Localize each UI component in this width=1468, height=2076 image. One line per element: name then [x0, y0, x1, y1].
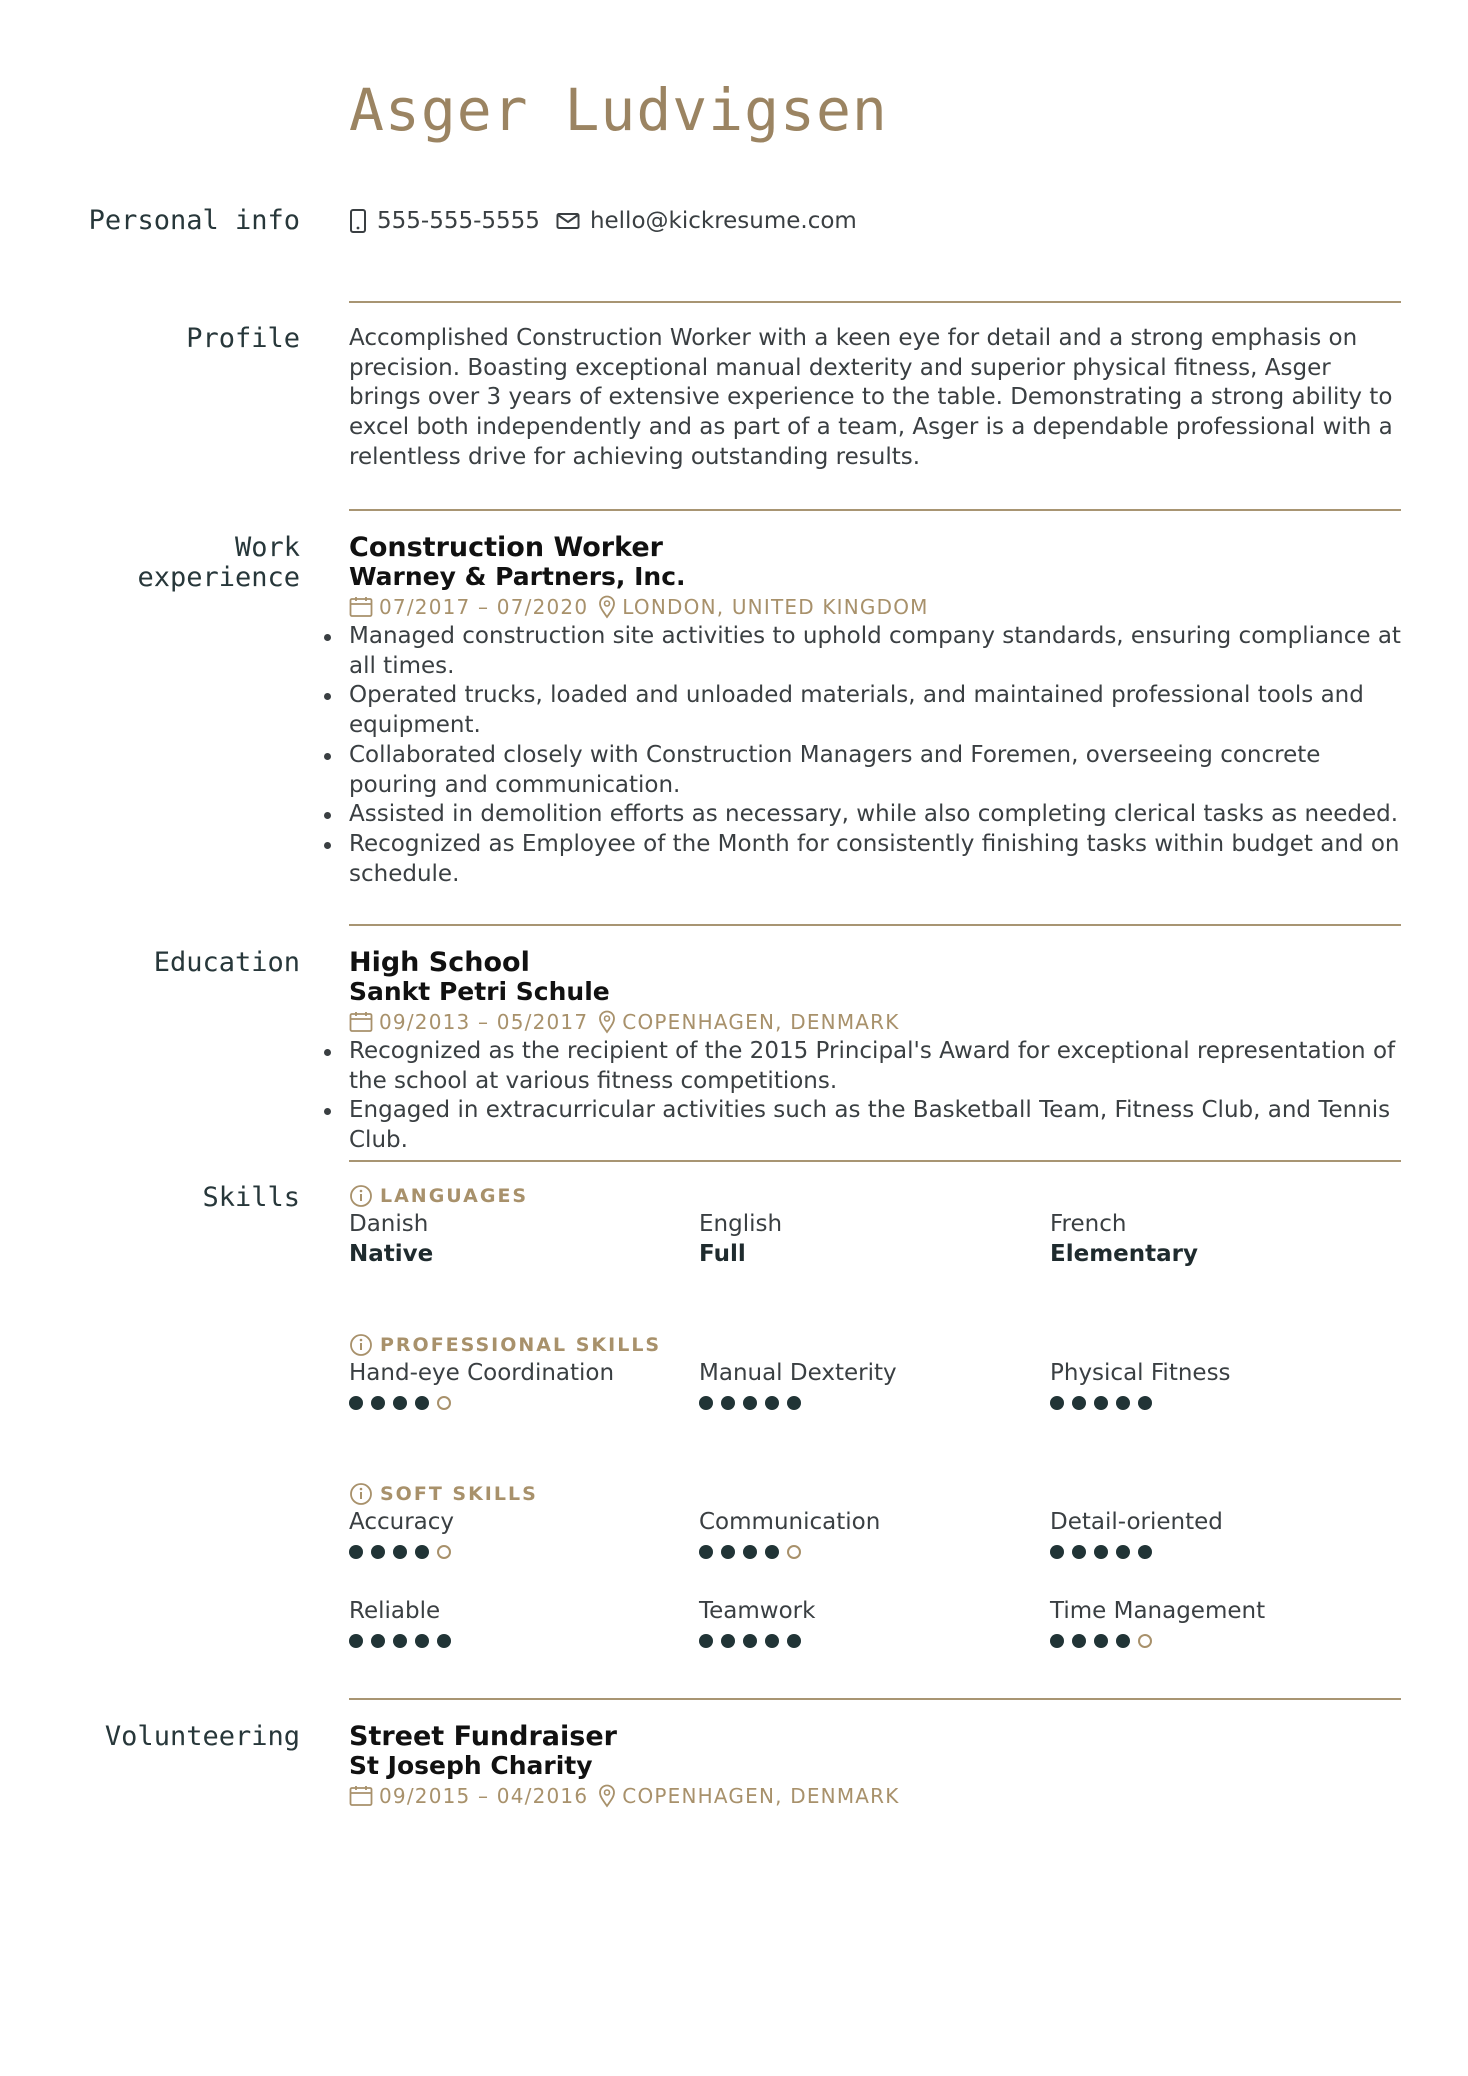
soft-skills-grid: [349, 1507, 1401, 1624]
language-level: Elementary: [1050, 1241, 1198, 1267]
language-level: Full: [699, 1241, 746, 1267]
skill-name: Accuracy: [349, 1509, 455, 1535]
rating-dot-filled: [415, 1634, 429, 1648]
rating-dot-filled: [743, 1634, 757, 1648]
skill-item: [699, 1507, 1029, 1559]
professional-skills-grid: [349, 1358, 1401, 1386]
school-name: Sankt Petri Schule: [349, 977, 610, 1006]
rating-dot-filled: [699, 1396, 713, 1410]
skill-item: [699, 1358, 1029, 1410]
skill-rating: [349, 1634, 679, 1648]
list-item: Collaborated closely with Construction Managers and Foremen, overseeing concrete pouring and communication.: [349, 741, 1401, 800]
skill-rating: [1050, 1396, 1380, 1410]
rating-dot-filled: [1116, 1396, 1130, 1410]
rating-dot-filled: [1050, 1634, 1064, 1648]
job-dates: 07/2017 – 07/2020: [379, 595, 589, 619]
skill-item: [349, 1358, 679, 1410]
skill-rating: [699, 1396, 1029, 1410]
skill-item: [349, 1507, 679, 1559]
personal-info-label: Personal info: [88, 205, 300, 236]
language-item: [699, 1209, 1029, 1269]
organization-name: St Joseph Charity: [349, 1751, 593, 1780]
education-label: Education: [153, 947, 300, 978]
rating-dot-filled: [1116, 1545, 1130, 1559]
language-name: Danish: [349, 1211, 429, 1237]
language-item: [349, 1209, 679, 1269]
education-title: High School: [349, 947, 530, 978]
candidate-name: Asger Ludvigsen: [349, 76, 888, 144]
contact-row: [349, 206, 1401, 236]
professional-skills-heading-text: PROFESSIONAL SKILLS: [380, 1334, 662, 1356]
rating-dot-filled: [721, 1545, 735, 1559]
skill-name: Time Management: [1050, 1598, 1266, 1624]
education-meta: [349, 1007, 1401, 1037]
work-label-line2: experience: [137, 562, 300, 593]
location-pin-icon: [598, 1010, 616, 1034]
rating-dot-filled: [437, 1634, 451, 1648]
volunteer-title: Street Fundraiser: [349, 1721, 617, 1752]
rating-dot-filled: [743, 1396, 757, 1410]
info-icon: [349, 1482, 373, 1506]
profile-label: Profile: [186, 323, 300, 354]
education-location: COPENHAGEN, DENMARK: [622, 1010, 900, 1034]
skill-name: Detail-oriented: [1050, 1509, 1223, 1535]
rating-dot-filled: [415, 1545, 429, 1559]
skill-name: Physical Fitness: [1050, 1360, 1231, 1386]
rating-dot-empty: [787, 1545, 801, 1559]
skill-name: Reliable: [349, 1598, 441, 1624]
skill-rating: [699, 1634, 1029, 1648]
rating-dot-filled: [371, 1396, 385, 1410]
rating-dot-filled: [787, 1396, 801, 1410]
skill-item: [699, 1596, 1029, 1648]
rating-dot-filled: [699, 1634, 713, 1648]
skill-item: [349, 1596, 679, 1648]
language-item: [1050, 1209, 1380, 1269]
skill-rating: [349, 1396, 679, 1410]
rating-dot-filled: [1072, 1545, 1086, 1559]
divider: [349, 301, 1401, 303]
job-location: LONDON, UNITED KINGDOM: [622, 595, 929, 619]
rating-dot-filled: [1138, 1545, 1152, 1559]
volunteer-dates: 09/2015 – 04/2016: [379, 1784, 589, 1808]
rating-dot-filled: [1116, 1634, 1130, 1648]
phone-icon: [349, 208, 367, 234]
rating-dot-filled: [699, 1545, 713, 1559]
rating-dot-filled: [721, 1634, 735, 1648]
rating-dot-filled: [393, 1396, 407, 1410]
rating-dot-filled: [1094, 1545, 1108, 1559]
volunteering-label: Volunteering: [104, 1721, 300, 1752]
skill-item: [1050, 1358, 1380, 1410]
location-pin-icon: [598, 595, 616, 619]
skill-item: [1050, 1507, 1380, 1559]
rating-dot-filled: [1050, 1545, 1064, 1559]
info-icon: [349, 1184, 373, 1208]
work-label-line1: Work: [234, 532, 300, 563]
rating-dot-filled: [393, 1634, 407, 1648]
rating-dot-filled: [371, 1634, 385, 1648]
skill-name: Manual Dexterity: [699, 1360, 897, 1386]
list-item: Recognized as Employee of the Month for consistently finishing tasks within budget and on schedule.: [349, 830, 1401, 889]
languages-heading-text: LANGUAGES: [380, 1185, 529, 1207]
volunteer-location: COPENHAGEN, DENMARK: [622, 1784, 900, 1808]
list-item: Recognized as the recipient of the 2015 Principal's Award for exceptional representation of the school at various fitness competitions.: [349, 1037, 1401, 1096]
language-name: French: [1050, 1211, 1127, 1237]
rating-dot-empty: [1138, 1634, 1152, 1648]
list-item: Operated trucks, loaded and unloaded materials, and maintained professional tools and equipment.: [349, 681, 1401, 740]
languages-grid: [349, 1209, 1401, 1267]
divider: [349, 1160, 1401, 1162]
info-icon: [349, 1333, 373, 1357]
skill-name: Communication: [699, 1509, 881, 1535]
rating-dot-filled: [1094, 1396, 1108, 1410]
rating-dot-filled: [1072, 1396, 1086, 1410]
divider: [349, 509, 1401, 511]
rating-dot-filled: [721, 1396, 735, 1410]
job-title: Construction Worker: [349, 532, 663, 563]
rating-dot-filled: [349, 1396, 363, 1410]
rating-dot-filled: [1094, 1634, 1108, 1648]
mail-icon: [556, 212, 580, 230]
volunteer-meta: [349, 1781, 1401, 1811]
rating-dot-filled: [787, 1634, 801, 1648]
list-item: Engaged in extracurricular activities such as the Basketball Team, Fitness Club, and Tennis Club.: [349, 1096, 1401, 1155]
skill-rating: [1050, 1545, 1380, 1559]
skills-label: Skills: [202, 1182, 300, 1213]
skill-item: [1050, 1596, 1380, 1648]
calendar-icon: [349, 1785, 373, 1807]
rating-dot-filled: [349, 1634, 363, 1648]
phone-number[interactable]: 555-555-5555: [377, 208, 540, 234]
rating-dot-filled: [765, 1634, 779, 1648]
soft-skills-heading-text: SOFT SKILLS: [380, 1483, 538, 1505]
list-item: Assisted in demolition efforts as necessary, while also completing clerical tasks as needed.: [349, 800, 1401, 830]
skill-rating: [349, 1545, 679, 1559]
rating-dot-filled: [743, 1545, 757, 1559]
professional-skills-heading: [349, 1332, 1401, 1358]
rating-dot-filled: [349, 1545, 363, 1559]
list-item: Managed construction site activities to uphold company standards, ensuring compliance at all times.: [349, 622, 1401, 681]
rating-dot-filled: [765, 1545, 779, 1559]
email-address[interactable]: hello@kickresume.com: [589, 208, 857, 234]
rating-dot-filled: [1072, 1634, 1086, 1648]
rating-dot-filled: [415, 1396, 429, 1410]
rating-dot-empty: [437, 1396, 451, 1410]
rating-dot-filled: [393, 1545, 407, 1559]
rating-dot-filled: [1138, 1396, 1152, 1410]
rating-dot-empty: [437, 1545, 451, 1559]
skill-name: Teamwork: [699, 1598, 816, 1624]
skill-rating: [699, 1545, 1029, 1559]
job-meta: [349, 592, 1401, 622]
profile-text: Accomplished Construction Worker with a keen eye for detail and a strong emphasis on precision. Boasting exceptional manual dexterity and superior physical fitness, Asger brings over 3 years of extensive experience to the table. Demonstrating a strong ability to excel both independently and as part of a team, Asger is a dependable professional with a relentless drive for achieving outstanding results.: [349, 325, 1393, 470]
calendar-icon: [349, 596, 373, 618]
education-bullets: [349, 1037, 1401, 1156]
soft-skills-heading: [349, 1481, 1401, 1507]
rating-dot-filled: [765, 1396, 779, 1410]
languages-heading: [349, 1183, 1401, 1209]
skill-rating: [1050, 1634, 1380, 1648]
location-pin-icon: [598, 1784, 616, 1808]
rating-dot-filled: [371, 1545, 385, 1559]
skill-name: Hand-eye Coordination: [349, 1360, 615, 1386]
language-name: English: [699, 1211, 783, 1237]
divider: [349, 1698, 1401, 1700]
company-name: Warney & Partners, Inc.: [349, 562, 686, 591]
work-label: [20, 533, 300, 593]
calendar-icon: [349, 1011, 373, 1033]
language-level: Native: [349, 1241, 434, 1267]
education-dates: 09/2013 – 05/2017: [379, 1010, 589, 1034]
job-bullets: [349, 622, 1401, 889]
rating-dot-filled: [1050, 1396, 1064, 1410]
divider: [349, 924, 1401, 926]
